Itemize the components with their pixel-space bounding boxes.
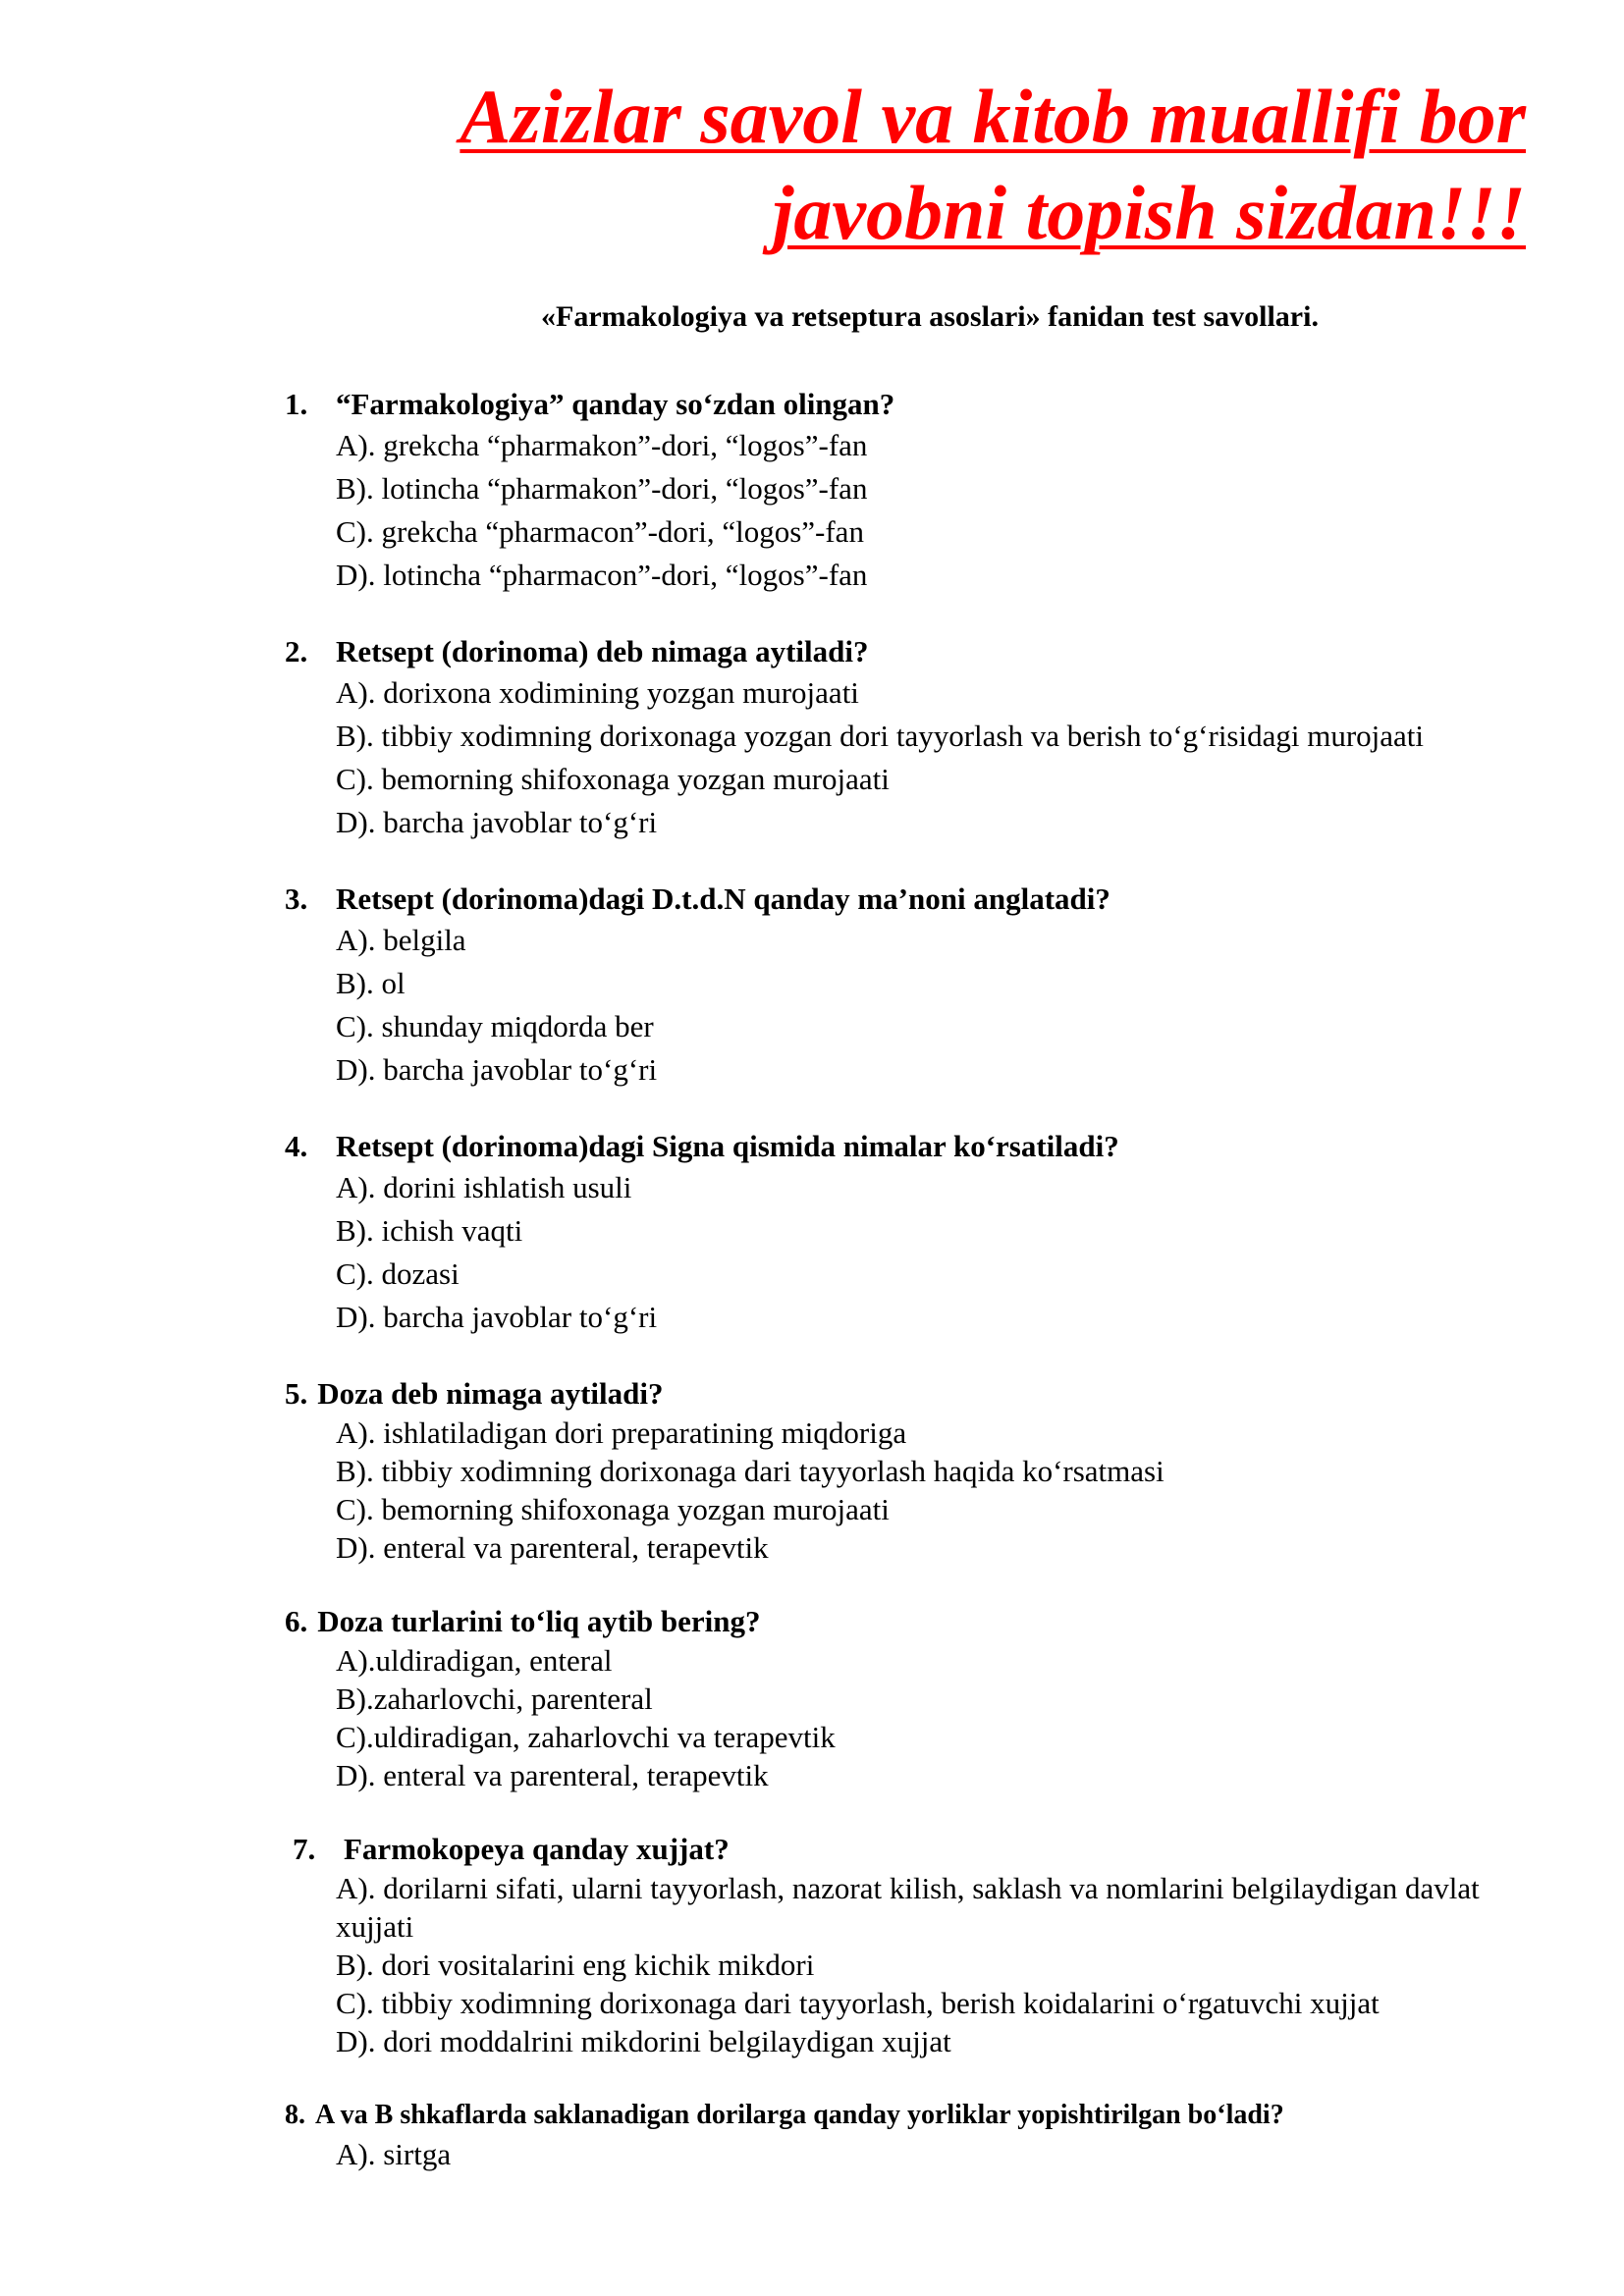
answer-option-b: B). tibbiy xodimning dorixonaga yozgan dori tayyorlash va berish to‘g‘risidagi murojaati — [336, 719, 1425, 753]
answer-option-d: D). lotincha “pharmacon”-dori, “logos”-fan — [336, 558, 868, 592]
option-list — [285, 1414, 1551, 1567]
question-number: 7. — [293, 1832, 316, 1866]
answer-option-a: A). dorilarni sifati, ularni tayyorlash, nazorat kilish, saklash va nomlarini belgilaydigan davlat xujjati — [336, 1871, 1480, 1944]
answer-option-b: B). dori vositalarini eng kichik mikdori — [336, 1948, 815, 1982]
question-title — [285, 632, 1551, 671]
answer-option-c: C). bemorning shifoxonaga yozgan murojaati — [336, 1492, 890, 1526]
question-8 — [285, 2096, 1551, 2173]
question-list — [285, 385, 1551, 2209]
answer-option-d: D). dori moddalrini mikdorini belgilaydigan xujjat — [336, 2024, 951, 2058]
answer-option-b: B). ichish vaqti — [336, 1213, 523, 1248]
question-number: 6. — [285, 1604, 308, 1638]
question-1 — [285, 385, 1551, 597]
question-number: 8. — [285, 2100, 305, 2130]
answer-option-c: C).uldiradigan, zaharlovchi va terapevtik — [336, 1720, 836, 1754]
question-text: A va B shkaflarda saklanadigan dorilarga qanday yorliklar yopishtirilgan bo‘ladi? — [315, 2100, 1284, 2130]
option-list — [285, 2135, 1551, 2173]
option-list — [285, 424, 1551, 597]
question-number: 5. — [285, 1376, 308, 1411]
answer-option-c: C). grekcha “pharmacon”-dori, “logos”-fan — [336, 514, 864, 549]
answer-option-b: B). lotincha “pharmakon”-dori, “logos”-fan — [336, 471, 868, 506]
question-title — [285, 385, 1551, 424]
question-5 — [285, 1374, 1551, 1567]
question-text: Doza deb nimaga aytiladi? — [317, 1376, 664, 1411]
answer-option-b: B).zaharlovchi, parenteral — [336, 1682, 653, 1716]
answer-option-d: D). barcha javoblar to‘g‘ri — [336, 1052, 658, 1087]
headline-line-2: javobni topish sizdan!!! — [772, 170, 1526, 255]
option-list — [285, 919, 1551, 1092]
option-list — [285, 1869, 1551, 2060]
option-list — [285, 1641, 1551, 1794]
question-text: Retsept (dorinoma) deb nimaga aytiladi? — [336, 634, 869, 668]
option-list — [285, 1166, 1551, 1339]
answer-option-d: D). barcha javoblar to‘g‘ri — [336, 805, 658, 839]
answer-option-a: A). belgila — [336, 923, 466, 957]
question-text: Farmokopeya qanday xujjat? — [344, 1832, 730, 1866]
answer-option-a: A). ishlatiladigan dori preparatining miqdoriga — [336, 1415, 907, 1450]
test-subtitle: «Farmakologiya va retseptura asoslari» fanidan test savollari. — [541, 300, 1319, 333]
answer-option-b: B). ol — [336, 966, 406, 1000]
headline-line-1: Azizlar savol va kitob muallifi bor — [460, 74, 1526, 159]
answer-option-d: D). enteral va parenteral, terapevtik — [336, 1758, 769, 1792]
question-3 — [285, 880, 1551, 1092]
question-number: 4. — [285, 1129, 308, 1163]
page-headline — [249, 69, 1526, 261]
answer-option-a: A). dorini ishlatish usuli — [336, 1170, 632, 1204]
question-title — [285, 1374, 1551, 1414]
question-text: “Farmakologiya” qanday so‘zdan olingan? — [336, 387, 895, 421]
question-title — [285, 1127, 1551, 1166]
question-2 — [285, 632, 1551, 844]
answer-option-c: C). shunday miqdorda ber — [336, 1009, 654, 1043]
answer-option-a: A).uldiradigan, enteral — [336, 1643, 613, 1678]
question-title — [285, 1830, 1551, 1869]
question-4 — [285, 1127, 1551, 1339]
question-number: 3. — [285, 881, 308, 916]
answer-option-d: D). barcha javoblar to‘g‘ri — [336, 1300, 658, 1334]
answer-option-c: C). dozasi — [336, 1256, 460, 1291]
question-number: 1. — [285, 387, 308, 421]
answer-option-a: A). grekcha “pharmakon”-dori, “logos”-fan — [336, 428, 868, 462]
question-text: Doza turlarini to‘liq aytib bering? — [317, 1604, 761, 1638]
question-text: Retsept (dorinoma)dagi D.t.d.N qanday ma’noni anglatadi? — [336, 881, 1110, 916]
question-title — [285, 1602, 1551, 1641]
question-number: 2. — [285, 634, 308, 668]
question-text: Retsept (dorinoma)dagi Signa qismida nimalar ko‘rsatiladi? — [336, 1129, 1119, 1163]
question-title — [285, 880, 1551, 919]
answer-option-b: B). tibbiy xodimning dorixonaga dari tayyorlash haqida ko‘rsatmasi — [336, 1454, 1164, 1488]
answer-option-d: D). enteral va parenteral, terapevtik — [336, 1530, 769, 1565]
question-title — [285, 2096, 1551, 2135]
option-list — [285, 671, 1551, 844]
question-7 — [285, 1830, 1551, 2060]
answer-option-a: A). dorixona xodimining yozgan murojaati — [336, 675, 859, 710]
question-6 — [285, 1602, 1551, 1794]
answer-option-c: C). tibbiy xodimning dorixonaga dari tayyorlash, berish koidalarini o‘rgatuvchi xujjat — [336, 1986, 1380, 2020]
answer-option-c: C). bemorning shifoxonaga yozgan murojaati — [336, 762, 890, 796]
answer-option-a: A). sirtga — [336, 2137, 452, 2171]
